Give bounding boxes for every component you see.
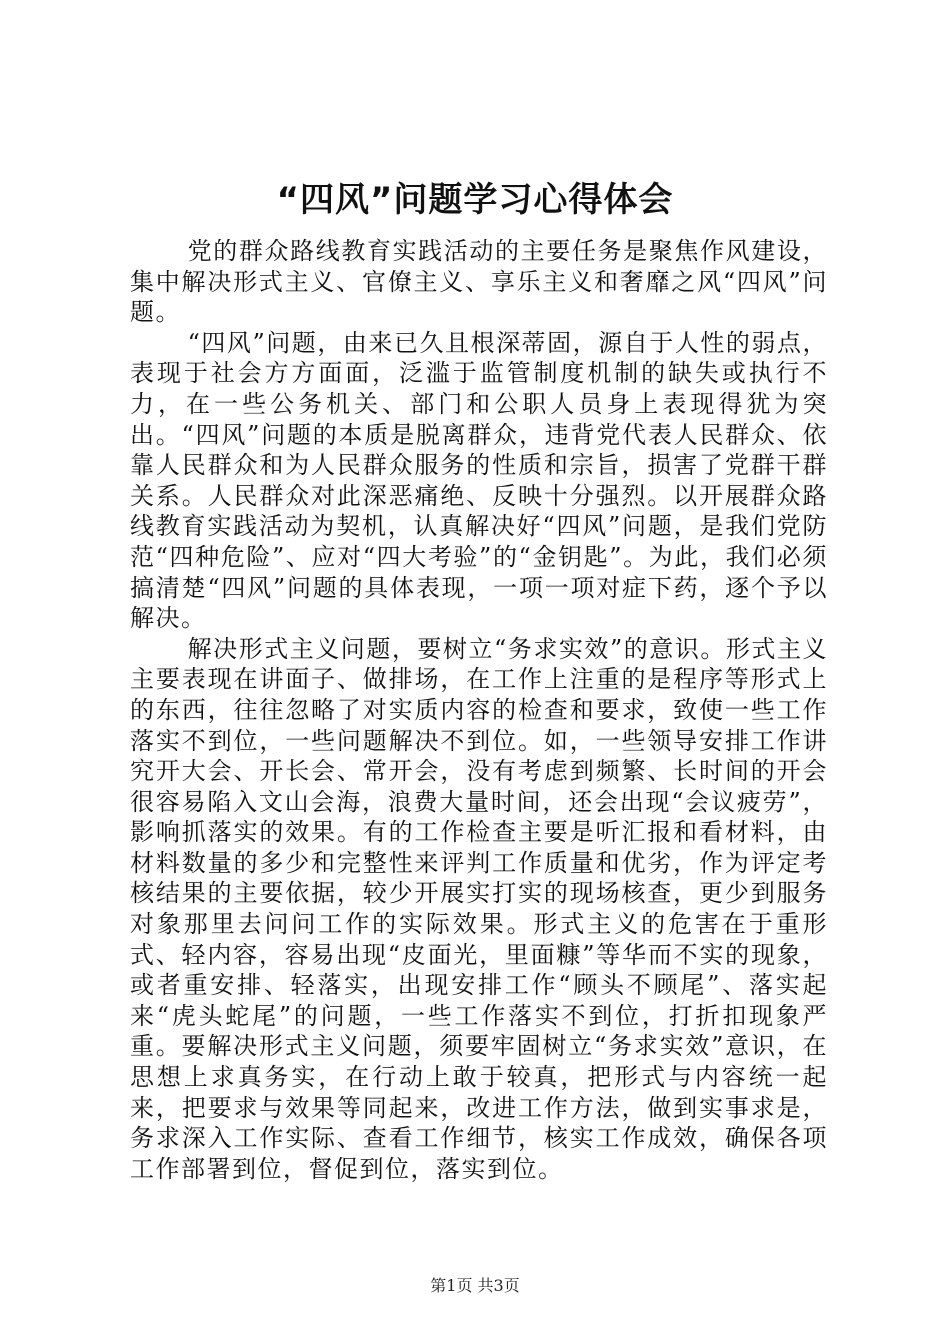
document-title: “四风”问题学习心得体会: [276, 180, 674, 220]
document-body: [130, 236, 828, 1184]
page-footer: 第1页 共3页: [430, 1276, 520, 1295]
paragraph-formalism: 解决形式主义问题，要树立“务求实效”的意识。形式主义主要表现在讲面子、做排场，在工作上注重的是程序等形式上的东西，往往忽略了对实质内容的检查和要求，致使一些工作落实不到位，一些问题解决不到位。如，一些领导安排工作讲究开大会、开长会、常开会，没有考虑到频繁、长时间的开会很容易陷入文山会海，浪费大量时间，还会出现“会议疲劳”，影响抓落实的效果。有的工作检查主要是听汇报和看材料，由材料数量的多少和完整性来评判工作质量和优劣，作为评定考核结果的主要依据，较少开展实打实的现场核查，更少到服务对象那里去问问工作的实际效果。形式主义的危害在于重形式、轻内容，容易出现“皮面光，里面糠”等华而不实的现象，或者重安排、轻落实，出现安排工作“顾头不顾尾”、落实起来“虎头蛇尾”的问题，一些工作落实不到位，打折扣现象严重。要解决形式主义问题，须要牢固树立“务求实效”意识，在思想上求真务实，在行动上敢于较真，把形式与内容统一起来，把要求与效果等同起来，改进工作方法，做到实事求是，务求深入工作实际、查看工作细节，核实工作成效，确保各项工作部署到位，督促到位，落实到位。: [130, 634, 828, 1183]
paragraph-intro: 党的群众路线教育实践活动的主要任务是聚焦作风建设，集中解决形式主义、官僚主义、享乐主义和奢靡之风“四风”问题。: [130, 237, 828, 327]
paragraph-four-winds-nature: “四风”问题，由来已久且根深蒂固，源自于人性的弱点，表现于社会方方面面，泛滥于监管制度机制的缺失或执行不力，在一些公务机关、部门和公职人员身上表现得犹为突出。“四风”问题的本质是脱离群众，违背党代表人民群众、依靠人民群众和为人民群众服务的性质和宗旨，损害了党群干群关系。人民群众对此深恶痛绝、反映十分强烈。以开展群众路线教育实践活动为契机，认真解决好“四风”问题，是我们党防范“四种危险”、应对“四大考验”的“金钥匙”。为此，我们必须搞清楚“四风”问题的具体表现，一项一项对症下药，逐个予以解决。: [130, 328, 828, 633]
